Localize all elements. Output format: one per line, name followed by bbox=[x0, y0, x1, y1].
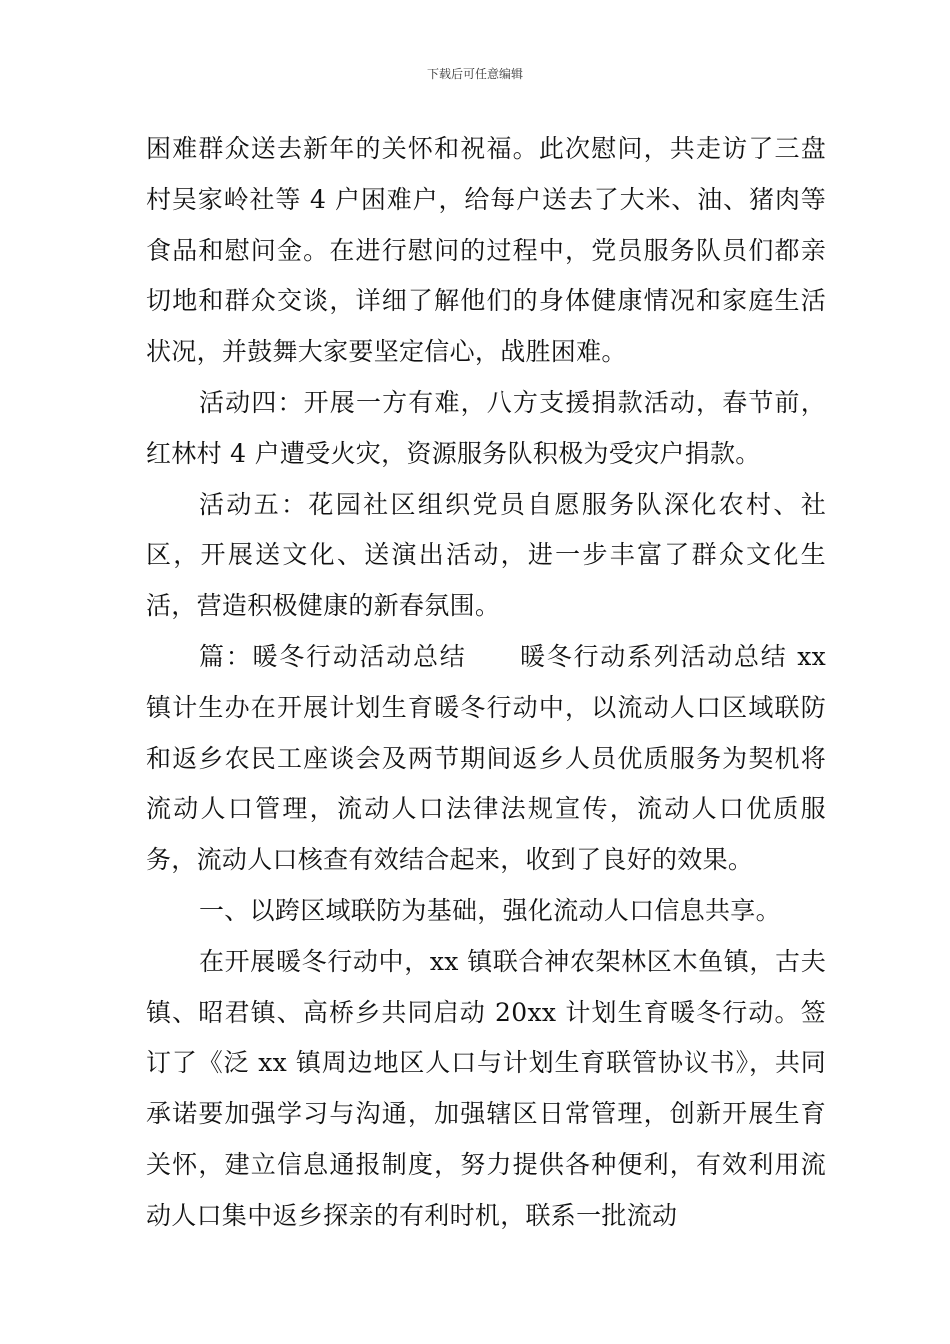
paragraph-1: 困难群众送去新年的关怀和祝福。此次慰问，共走访了三盘村吴家岭社等 4 户困难户，给每户送去了大米、油、猪肉等食品和慰问金。在进行慰问的过程中，党员服务队员们都亲切地和群众交谈，详细了解他们的身体健康情况和家庭生活状况，并鼓舞大家要坚定信心，战胜困难。 bbox=[146, 134, 826, 367]
paragraph-3: 活动五：花园社区组织党员自愿服务队深化农村、社区，开展送文化、送演出活动，进一步丰富了群众文化生活，营造积极健康的新春氛围。 bbox=[146, 489, 826, 621]
paragraph-2: 活动四：开展一方有难，八方支援捐款活动，春节前，红林村 4 户遭受火灾，资源服务队积极为受灾户捐款。 bbox=[146, 387, 826, 468]
document-body bbox=[146, 124, 826, 1242]
paragraph-5: 一、以跨区域联防为基础，强化流动人口信息共享。 bbox=[199, 895, 781, 925]
page-header-note: 下载后可任意编辑 bbox=[426, 67, 523, 81]
paragraph-6: 在开展暖冬行动中，xx 镇联合神农架林区木鱼镇，古夫镇、昭君镇、高桥乡共同启动 20xx 计划生育暖冬行动。签订了《泛 xx 镇周边地区人口与计划生育联管协议书》，共同承诺要加强学习与沟通，加强辖区日常管理，创新开展生育关怀，建立信息通报制度，努力提供各种便利，有效利用流动人口集中返乡探亲的有利时机，联系一批流动 bbox=[146, 946, 826, 1230]
paragraph-4: 篇：暖冬行动活动总结 暖冬行动系列活动总结 xx 镇计生办在开展计划生育暖冬行动中，以流动人口区域联防和返乡农民工座谈会及两节期间返乡人员优质服务为契机将流动人口管理，流动人口法律法规宣传，流动人口优质服务，流动人口核查有效结合起来，收到了良好的效果。 bbox=[146, 641, 826, 875]
